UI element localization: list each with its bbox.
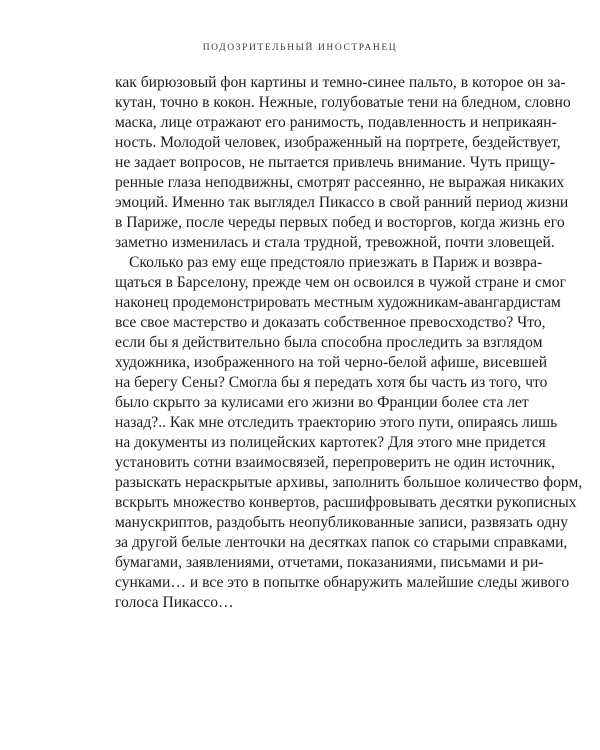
text-line: щаться в Барселону, прежде чем он освоился в чужой стране и смог xyxy=(115,274,566,291)
text-line: Сколько раз ему еще предстояло приезжать в Париж и возвра- xyxy=(129,254,543,271)
text-line: разыскать нераскрытые архивы, заполнить большое количество форм, xyxy=(115,474,583,491)
text-line: все свое мастерство и доказать собственное превосходство? Что, xyxy=(115,314,546,331)
text-line: на берегу Сены? Смогла бы я передать хотя бы часть из того, что xyxy=(115,374,548,391)
text-line: сунками… и все это в попытке обнаружить малейшие следы живого xyxy=(115,574,570,591)
running-header: ПОДОЗРИТЕЛЬНЫЙ ИНОСТРАНЕЦ xyxy=(202,43,398,53)
text-line: вскрыть множество конвертов, расшифровывать десятки рукописных xyxy=(115,494,577,511)
text-line: наконец продемонстрировать местным художникам-авангардистам xyxy=(115,294,561,311)
paragraph-1 xyxy=(115,73,571,253)
text-line: за другой белые ленточки на десятках папок со старыми справками, xyxy=(115,534,568,551)
text-line: маска, лице отражают его ранимость, подавленность и неприкаян- xyxy=(115,114,557,131)
text-line: установить сотни взаимосвязей, перепроверить не один источник, xyxy=(115,454,555,471)
text-line: художника, изображенного на той черно-белой афише, висевшей xyxy=(115,354,548,371)
paragraph-2 xyxy=(115,253,583,613)
text-line: если бы я действительно была способна проследить за взглядом xyxy=(115,334,543,351)
text-line: не задает вопросов, не пытается привлечь внимание. Чуть прищу- xyxy=(115,154,556,171)
text-line: ность. Молодой человек, изображенный на портрете, бездействует, xyxy=(115,134,561,151)
body-text xyxy=(115,73,583,613)
text-line: как бирюзовый фон картины и темно-синее пальто, в которое он за- xyxy=(115,74,566,91)
text-line: манускриптов, раздобыть неопубликованные записи, развязать одну xyxy=(115,514,569,531)
text-line: назад?.. Как мне отследить траекторию этого пути, опираясь лишь xyxy=(115,414,558,431)
text-line: ренные глаза неподвижны, смотрят рассеянно, не выражая никаких xyxy=(115,174,565,191)
text-line: кутан, точно в кокон. Нежные, голубоватые тени на бледном, словно xyxy=(115,94,571,111)
text-line: в Париже, после череды первых побед и восторгов, когда жизнь его xyxy=(115,214,565,231)
text-line: эмоций. Именно так выглядел Пикассо в свой ранний период жизни xyxy=(115,194,569,211)
text-line: голоса Пикассо… xyxy=(115,594,234,611)
text-line: заметно изменилась и стала трудной, тревожной, почти зловещей. xyxy=(115,234,555,251)
text-line: бумагами, заявлениями, отчетами, показаниями, письмами и ри- xyxy=(115,554,544,571)
text-line: было скрыто за кулисами его жизни во Франции более ста лет xyxy=(115,394,529,411)
text-line: на документы из полицейских картотек? Для этого мне придется xyxy=(115,434,546,451)
